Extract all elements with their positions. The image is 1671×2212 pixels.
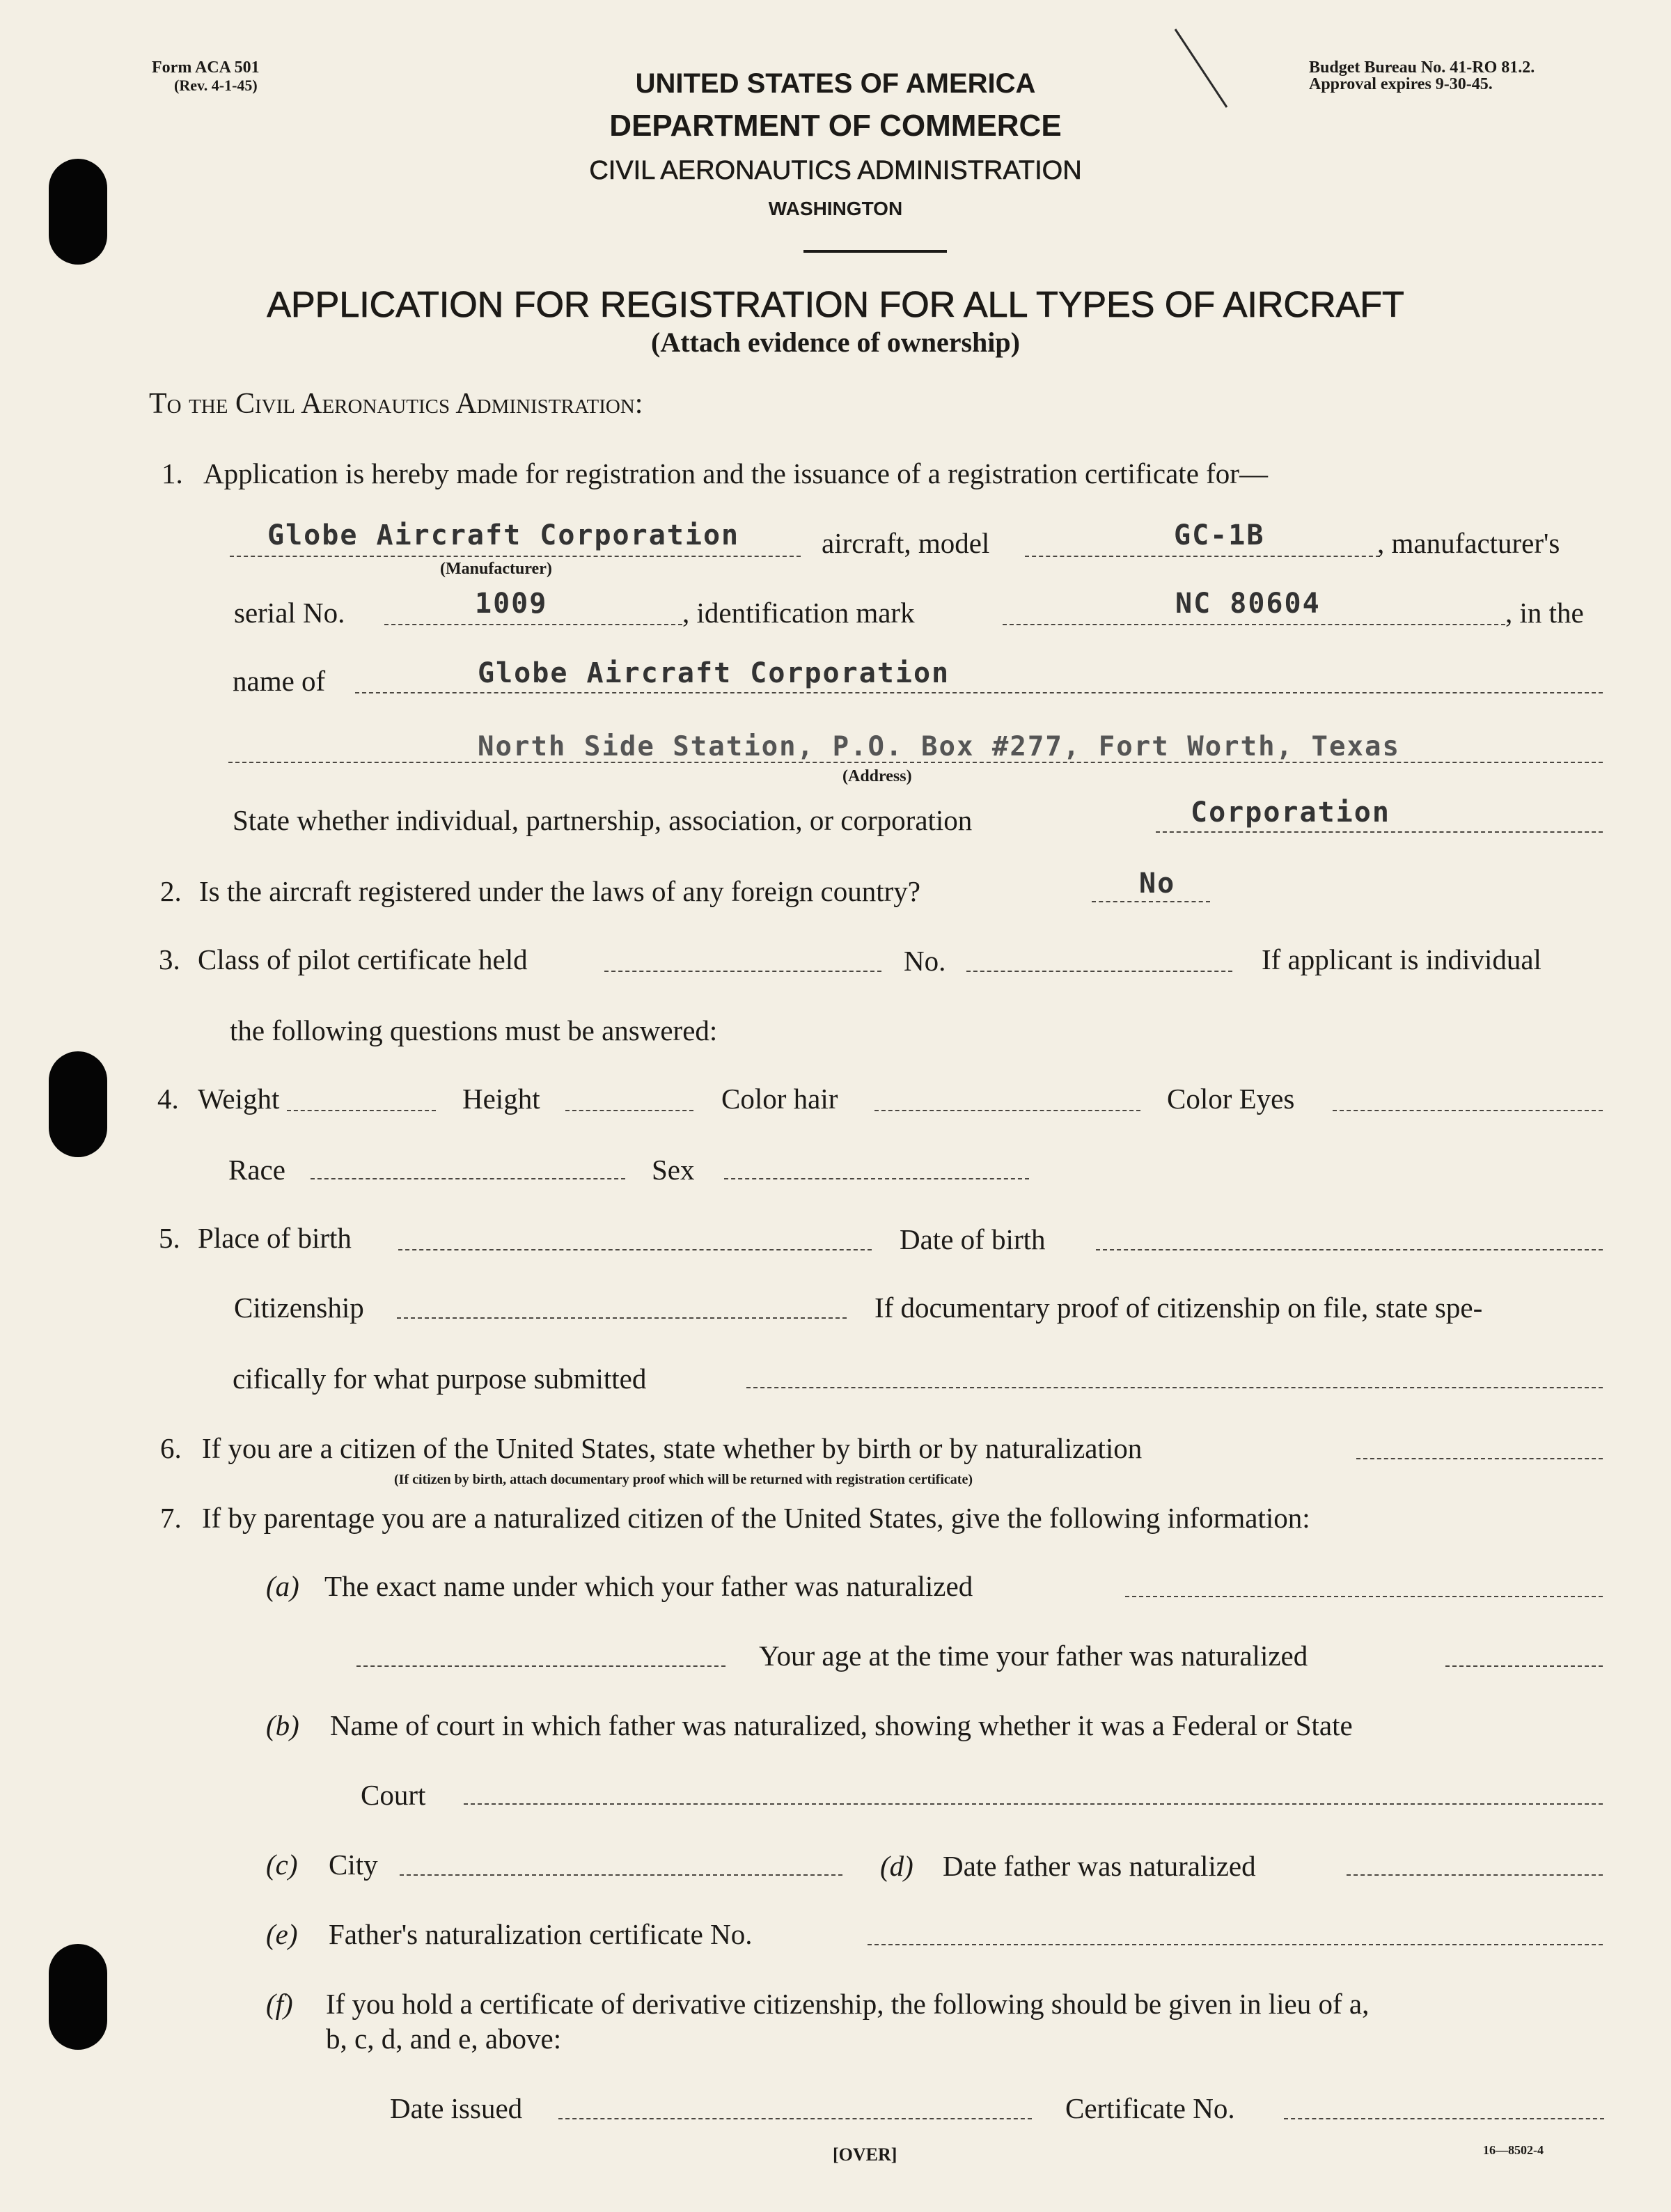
color-eyes-field-line xyxy=(1333,1110,1603,1111)
foreign-registration-field-line xyxy=(1092,901,1210,902)
q6-number: 6. xyxy=(160,1432,182,1464)
derivative-citizenship-text-2: b, c, d, and e, above: xyxy=(326,2023,562,2055)
aircraft-model-label: aircraft, model xyxy=(822,527,990,559)
q6-note: (If citizen by birth, attach documentary proof which will be returned with registration certificate) xyxy=(394,1472,973,1487)
race-field-line xyxy=(311,1178,625,1179)
certificate-no-field-line xyxy=(1284,2118,1604,2119)
owner-address-value[interactable]: North Side Station, P.O. Box #277, Fort Worth, Texas xyxy=(478,731,1400,762)
form-subtitle: (Attach evidence of ownership) xyxy=(651,327,1020,358)
father-certificate-field-line xyxy=(868,1944,1603,1945)
documentary-proof-text: If documentary proof of citizenship on file, state spe- xyxy=(874,1292,1483,1324)
header-rule xyxy=(803,250,947,253)
header-line-4: WASHINGTON xyxy=(768,198,903,219)
name-of-label: name of xyxy=(233,665,326,697)
father-name-field-line-2 xyxy=(356,1665,725,1667)
purpose-submitted-label: cifically for what purpose submitted xyxy=(233,1363,647,1395)
weight-field-line xyxy=(287,1110,436,1111)
identification-mark-field-line xyxy=(1003,624,1505,625)
q3-number: 3. xyxy=(159,943,180,975)
form-title: APPLICATION FOR REGISTRATION FOR ALL TYPES OF AIRCRAFT xyxy=(267,285,1404,325)
owner-name-value[interactable]: Globe Aircraft Corporation xyxy=(478,657,950,689)
manufacturer-caption: (Manufacturer) xyxy=(440,560,552,578)
q3-text: Class of pilot certificate held xyxy=(198,943,528,975)
birth-or-naturalization-field-line xyxy=(1356,1458,1603,1459)
date-issued-label: Date issued xyxy=(390,2092,523,2124)
q1-text: Application is hereby made for registration and the issuance of a registration certificate for— xyxy=(203,457,1268,489)
race-label: Race xyxy=(228,1154,285,1186)
manufacturer-value[interactable]: Globe Aircraft Corporation xyxy=(267,519,740,551)
entity-type-value[interactable]: Corporation xyxy=(1191,797,1390,829)
header-line-2: DEPARTMENT OF COMMERCE xyxy=(609,109,1062,143)
q7d-letter: (d) xyxy=(880,1850,913,1882)
weight-label: Weight xyxy=(198,1083,280,1115)
sex-label: Sex xyxy=(652,1154,695,1186)
certificate-no-label: Certificate No. xyxy=(1065,2092,1235,2124)
q7-text: If by parentage you are a naturalized citizen of the United States, give the following information: xyxy=(202,1502,1310,1534)
serial-number-label: serial No. xyxy=(234,597,345,629)
form-number: Form ACA 501 xyxy=(152,58,260,77)
identification-mark-label: , identification mark xyxy=(682,597,915,629)
father-name-field-line xyxy=(1125,1596,1603,1597)
header-line-1: UNITED STATES OF AMERICA xyxy=(635,68,1036,99)
q5-number: 5. xyxy=(159,1222,180,1254)
citizenship-field-line xyxy=(397,1317,847,1319)
height-label: Height xyxy=(462,1083,540,1115)
date-issued-field-line xyxy=(558,2118,1032,2119)
place-of-birth-label: Place of birth xyxy=(198,1222,352,1254)
header-line-3: CIVIL AERONAUTICS ADMINISTRATION xyxy=(589,156,1082,185)
if-applicant-individual: If applicant is individual xyxy=(1262,943,1541,975)
manufacturer-field-line xyxy=(230,556,801,557)
approval-expires: Approval expires 9-30-45. xyxy=(1309,75,1493,93)
court-field-line xyxy=(464,1803,1603,1805)
q2-text: Is the aircraft registered under the laws of any foreign country? xyxy=(199,875,920,907)
sex-field-line xyxy=(724,1178,1029,1179)
date-naturalized-field-line xyxy=(1347,1874,1603,1876)
model-value[interactable]: GC-1B xyxy=(1174,519,1265,551)
q7-number: 7. xyxy=(160,1502,182,1534)
q4-number: 4. xyxy=(157,1083,179,1115)
addressee: To the Civil Aeronautics Administration: xyxy=(149,388,643,420)
pilot-certificate-no-line xyxy=(966,971,1232,972)
q7b-text: Name of court in which father was naturalized, showing whether it was a Federal or State xyxy=(330,1709,1353,1741)
printing-code: 16—8502-4 xyxy=(1483,2143,1544,2157)
following-questions: the following questions must be answered: xyxy=(230,1014,718,1046)
punch-hole-bottom xyxy=(49,1944,107,2050)
city-field-line xyxy=(400,1874,842,1876)
color-hair-field-line xyxy=(874,1110,1140,1111)
father-certificate-label: Father's naturalization certificate No. xyxy=(329,1918,753,1950)
age-at-naturalization-field-line xyxy=(1445,1665,1603,1667)
derivative-citizenship-text: If you hold a certificate of derivative citizenship, the following should be given in lieu of a, xyxy=(326,1988,1370,2020)
q7e-letter: (e) xyxy=(266,1918,298,1950)
q7b-letter: (b) xyxy=(266,1709,299,1741)
color-hair-label: Color hair xyxy=(721,1083,838,1115)
age-at-naturalization-label: Your age at the time your father was naturalized xyxy=(759,1640,1308,1672)
date-of-birth-field-line xyxy=(1096,1249,1603,1250)
court-label: Court xyxy=(361,1779,426,1811)
q2-number: 2. xyxy=(160,875,182,907)
date-naturalized-label: Date father was naturalized xyxy=(943,1850,1256,1882)
q7f-letter: (f) xyxy=(266,1988,293,2020)
entity-type-label: State whether individual, partnership, association, or corporation xyxy=(233,804,973,836)
name-field-line xyxy=(355,692,1603,693)
model-field-line xyxy=(1025,556,1380,557)
q7a-letter: (a) xyxy=(266,1570,299,1602)
form-revision: (Rev. 4-1-45) xyxy=(174,77,258,94)
color-eyes-label: Color Eyes xyxy=(1167,1083,1295,1115)
q6-text: If you are a citizen of the United States, state whether by birth or by naturalization xyxy=(202,1432,1143,1464)
city-label: City xyxy=(329,1849,378,1881)
identification-mark-value[interactable]: NC 80604 xyxy=(1175,588,1321,620)
punch-hole-middle xyxy=(49,1051,107,1157)
pilot-certificate-no-label: No. xyxy=(904,945,946,977)
date-of-birth-label: Date of birth xyxy=(900,1223,1046,1255)
height-field-line xyxy=(565,1110,693,1111)
in-the-label: , in the xyxy=(1505,597,1584,629)
foreign-registration-value[interactable]: No xyxy=(1139,868,1176,900)
q7a-text: The exact name under which your father was naturalized xyxy=(324,1570,973,1602)
citizenship-label: Citizenship xyxy=(234,1292,364,1324)
pilot-certificate-class-line xyxy=(604,971,881,972)
q1-number: 1. xyxy=(162,457,183,489)
address-caption: (Address) xyxy=(842,767,912,785)
serial-number-field-line xyxy=(384,624,682,625)
over-marker: [OVER] xyxy=(833,2144,897,2165)
purpose-submitted-field-line xyxy=(746,1387,1603,1388)
manufacturers-label: , manufacturer's xyxy=(1377,527,1560,559)
serial-number-value[interactable]: 1009 xyxy=(475,588,548,620)
entity-type-field-line xyxy=(1156,831,1603,833)
budget-bureau: Budget Bureau No. 41-RO 81.2. xyxy=(1309,58,1535,77)
place-of-birth-field-line xyxy=(398,1249,872,1250)
q7c-letter: (c) xyxy=(266,1849,298,1881)
